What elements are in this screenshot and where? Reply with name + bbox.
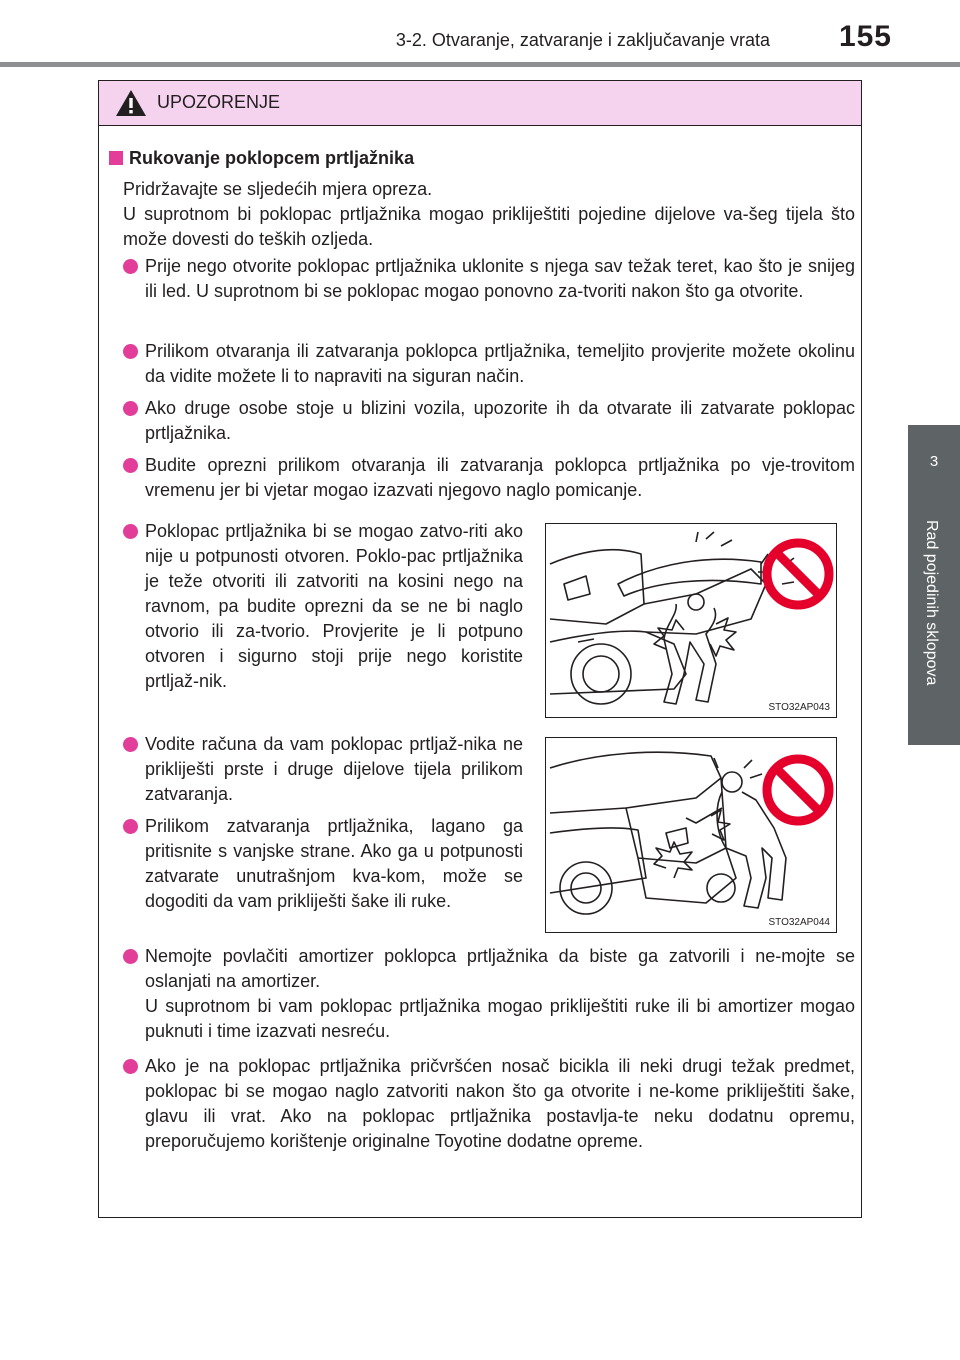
bullet-dot-icon [123,458,138,473]
bullet-text: Prilikom zatvaranja prtljažnika, lagano ga pritisnite s vanjske strane. Ako ga u potpunosti zatvarate unutrašnjom kva-kom, može se dogoditi da vam prikliješti šake ili ruke. [145,816,523,911]
car-tailgate-drawing [546,524,837,718]
figure-code: STO32AP043 [768,702,830,713]
warning-intro [123,177,855,252]
bullet-dot-icon [123,737,138,752]
bullet-item [123,339,855,389]
bullet-dot-icon [123,949,138,964]
bullet-item [123,814,523,914]
bullet-text: Budite oprezni prilikom otvaranja ili zatvaranja poklopca prtljažnika po vje-trovitom vremenu jer bi vjetar mogao izazvati njegovo naglo pomicanje. [145,455,855,500]
warning-section-title [109,148,414,169]
figure-code: STO32AP044 [768,917,830,928]
intro-line-2: U suprotnom bi poklopac prtljažnika mogao prikliještiti pojedine dijelove va-šeg tijela što može dovesti do teških ozljeda. [123,204,855,249]
bullet-text [145,944,855,1044]
warning-header [99,81,861,126]
page-number: 155 [838,20,892,53]
section-header-title: 3-2. Otvaranje, zatvaranje i zaključavanje vrata [395,30,770,50]
chapter-side-tab [908,425,960,745]
intro-line-1: Pridržavajte se sljedećih mjera opreza. [123,179,433,199]
bullet-item [123,1054,855,1154]
bullet-dot-icon [123,1059,138,1074]
bullet-dot-icon [123,344,138,359]
bullet-item [123,396,855,446]
chapter-name: Rad pojedinih sklopova [923,520,940,686]
bullet-text: Prilikom otvaranja ili zatvaranja poklopca prtljažnika, temeljito provjerite možete okolinu da vidite možete li to napraviti na siguran način. [145,341,855,386]
tailgate-illustration-1 [545,523,837,718]
warning-section-title-text: Rukovanje poklopcem prtljažnika [129,148,415,168]
warning-triangle-icon [115,89,147,117]
car-tailgate-closing-drawing [546,738,837,933]
bullet-line: Nemojte povlačiti amortizer poklopca prtljažnika da biste ga zatvorili i ne-mojte se oslanjati na amortizer. [145,946,855,991]
bullet-item [123,519,523,694]
prohibition-sign-icon [767,759,829,821]
bullet-text: Vodite računa da vam poklopac prtljaž-nika ne prikliješti prste i druge dijelove tijela prilikom zatvaranja. [145,734,523,804]
bullet-text: Poklopac prtljažnika bi se mogao zatvo-riti ako nije u potpunosti otvoren. Poklo-pac prtljažnika je teže otvoriti ili zatvoriti na kosini nego na ravnom, pa budite oprezni da se ne bi naglo otvorio ili za-tvorio. Provjerite je li potpuno otvoren i sigurno stoji prije nego koristite prtljaž-nik. [145,521,523,691]
bullet-item [123,453,855,503]
warning-box [98,80,862,1218]
bullet-dot-icon [123,819,138,834]
bullet-text: Prije nego otvorite poklopac prtljažnika uklonite s njega sav težak teret, kao što je snijeg ili led. U suprotnom bi se poklopac mogao ponovno za-tvoriti nakon što ga otvorite. [145,256,855,301]
prohibition-sign-icon [767,543,829,605]
bullet-dot-icon [123,401,138,416]
bullet-item [123,944,855,1044]
bullet-text: Ako druge osobe stoje u blizini vozila, upozorite ih da otvarate ili zatvarate poklopac prtljažnika. [145,398,855,443]
header-rule [0,62,960,67]
bullet-dot-icon [123,524,138,539]
bullet-line: U suprotnom bi vam poklopac prtljažnika mogao prikliještiti ruke ili bi amortizer mogao puknuti i time izazvati nesreću. [145,996,855,1041]
warning-label: UPOZORENJE [157,92,281,112]
bullet-text: Ako je na poklopac prtljažnika pričvršćen nosač bicikla ili neki drugi težak predmet, poklopac bi se mogao naglo zatvoriti nakon što ga otvorite i ne-kome prikliještiti šake, glavu ili vrat. Ako na poklopac prtljažnika postavlja-te neku dodatnu opremu, preporučujemo korištenje originalne Toyotine dodatne opreme. [145,1056,855,1151]
square-bullet-icon [109,151,123,165]
tailgate-illustration-2 [545,737,837,933]
bullet-item [123,732,523,807]
chapter-number: 3 [929,453,939,470]
bullet-dot-icon [123,259,138,274]
bullet-item [123,254,855,304]
